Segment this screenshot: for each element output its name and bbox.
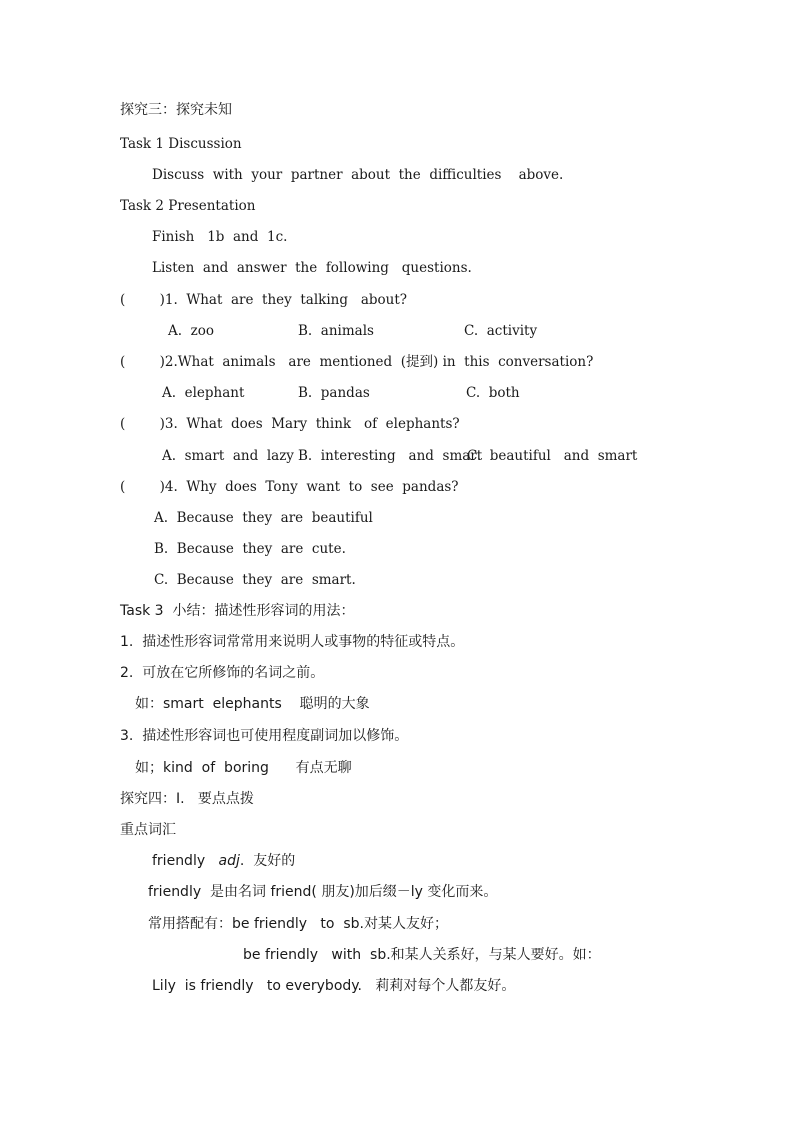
vocab-entry — [152, 852, 295, 870]
question-2-option-a: A. elephant — [162, 385, 245, 401]
vocab-derivation: friendly 是由名词 friend( 朋友)加后缀－ly 变化而来。 — [148, 884, 498, 900]
task1-body: Discuss with your partner about the difficulties above. — [152, 167, 564, 183]
question-2: ( )2.What animals are mentioned (提到) in this conversation? — [120, 354, 594, 370]
task2-listen: Listen and answer the following questions. — [152, 260, 472, 276]
question-1-option-b: B. animals — [298, 323, 374, 339]
vocab-collocation-1: 常用搭配有：be friendly to sb.对某人友好； — [148, 916, 449, 932]
task3-title: Task 3 小结：描述性形容词的用法： — [120, 603, 355, 619]
vocab-meaning: . 友好的 — [239, 853, 296, 869]
vocab-word: friendly — [152, 853, 206, 869]
question-1: ( )1. What are they talking about? — [120, 292, 408, 308]
question-2-option-b: B. pandas — [298, 385, 370, 401]
question-3: ( )3. What does Mary think of elephants? — [120, 416, 460, 432]
question-3-option-c: C. beautiful and smart — [467, 448, 638, 464]
question-3-option-b: B. interesting and smart — [298, 448, 483, 464]
task3-point-1: 1. 描述性形容词常常用来说明人或事物的特征或特点。 — [120, 634, 465, 650]
vocab-part-of-speech: adj — [218, 853, 240, 869]
vocab-collocation-2: be friendly with sb.和某人关系好，与某人要好。如： — [243, 947, 601, 963]
task3-example-2: 如：smart elephants 聪明的大象 — [135, 696, 370, 712]
question-4-option-b: B. Because they are cute. — [154, 541, 346, 557]
question-1-option-c: C. activity — [464, 323, 538, 339]
explore-four-heading: 探究四：I. 要点点拨 — [120, 791, 254, 807]
question-3-option-a: A. smart and lazy — [162, 448, 294, 464]
question-4-option-c: C. Because they are smart. — [154, 572, 356, 588]
task3-example-3: 如；kind of boring 有点无聊 — [135, 760, 352, 776]
question-4-option-a: A. Because they are beautiful — [154, 510, 373, 526]
explore-three-heading: 探究三：探究未知 — [120, 102, 232, 118]
question-4: ( )4. Why does Tony want to see pandas? — [120, 479, 459, 495]
question-1-option-a: A. zoo — [168, 323, 214, 339]
task3-point-2: 2. 可放在它所修饰的名词之前。 — [120, 665, 325, 681]
task2-title: Task 2 Presentation — [120, 198, 256, 214]
vocab-title: 重点词汇 — [120, 822, 176, 838]
vocab-example: Lily is friendly to everybody. 莉莉对每个人都友好。 — [152, 978, 516, 994]
question-2-option-c: C. both — [466, 385, 520, 401]
task3-point-3: 3. 描述性形容词也可使用程度副词加以修饰。 — [120, 728, 409, 744]
task2-finish: Finish 1b and 1c. — [152, 229, 288, 245]
task1-title: Task 1 Discussion — [120, 136, 242, 152]
